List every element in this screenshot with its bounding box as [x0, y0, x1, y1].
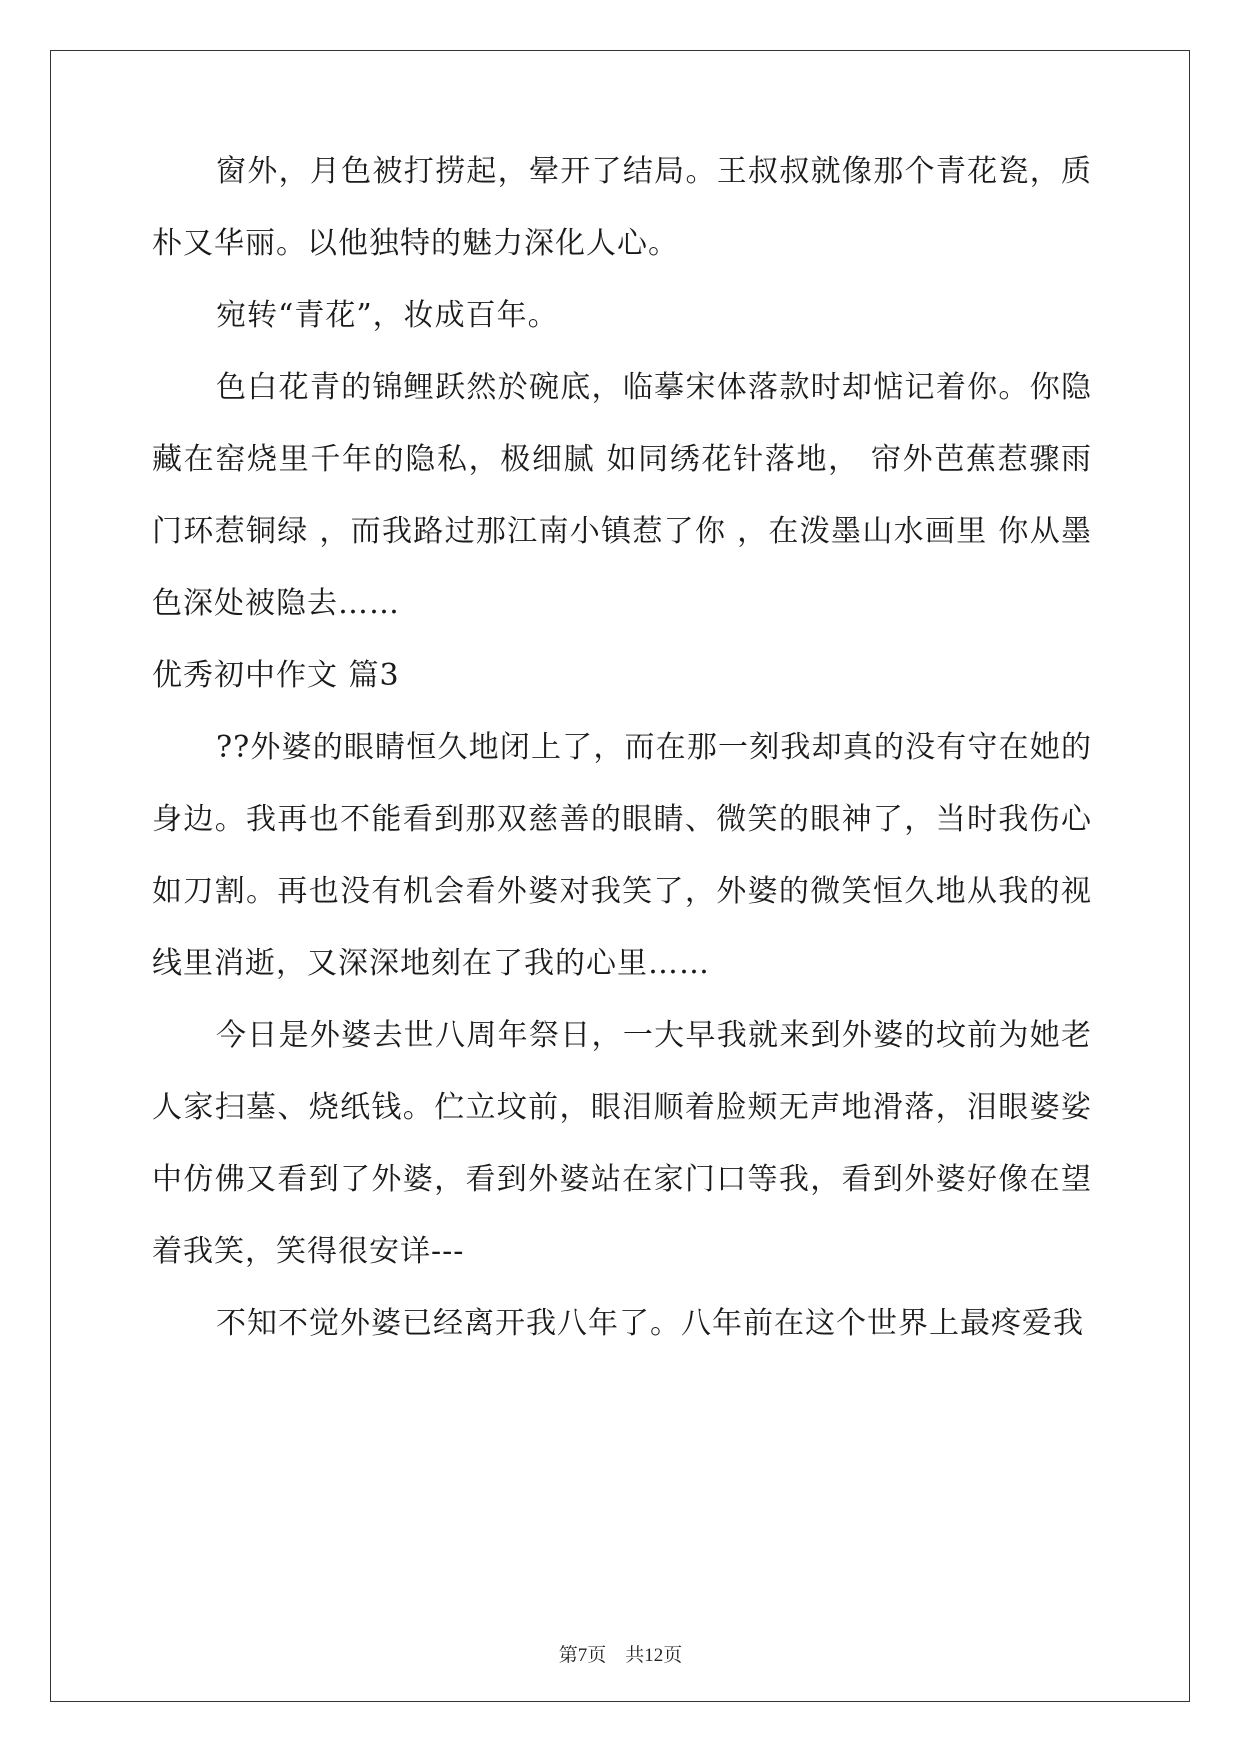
paragraph-grandma-eyes: ??外婆的眼睛恒久地闭上了，而在那一刻我却真的没有守在她的身边。我再也不能看到那双慈善的眼睛、微笑的眼神了，当时我伤心如刀割。再也没有机会看外婆对我笑了，外婆的微笑恒久地从我的视线里消逝，又深深地刻在了我的心里……: [152, 730, 1092, 981]
section-heading: 优秀初中作文 篇3: [152, 658, 400, 693]
paragraph-koi: 色白花青的锦鲤跃然於碗底，临摹宋体落款时却惦记着你。你隐藏在窑烧里千年的隐私，极细腻 如同绣花针落地， 帘外芭蕉惹骤雨门环惹铜绿 ，而我路过那江南小镇惹了你 ，在泼墨山水画里 你从墨色深处被隐去……: [152, 370, 1092, 621]
paragraph-blue-white: 宛转“青花”，妆成百年。: [216, 298, 559, 333]
paragraph-eight-years: 不知不觉外婆已经离开我八年了。八年前在这个世界上最疼爱我: [216, 1306, 1084, 1341]
paragraph-anniversary: 今日是外婆去世八周年祭日，一大早我就来到外婆的坟前为她老人家扫墓、烧纸钱。伫立坟前，眼泪顺着脸颊无声地滑落，泪眼婆娑中仿佛又看到了外婆，看到外婆站在家门口等我，看到外婆好像在望着我笑，笑得很安详---: [152, 1018, 1092, 1269]
page-number-footer: 第7页 共12页: [558, 1645, 683, 1666]
paragraph-moonlight: 窗外，月色被打捞起，晕开了结局。王叔叔就像那个青花瓷，质朴又华丽。以他独特的魅力深化人心。: [152, 154, 1092, 261]
